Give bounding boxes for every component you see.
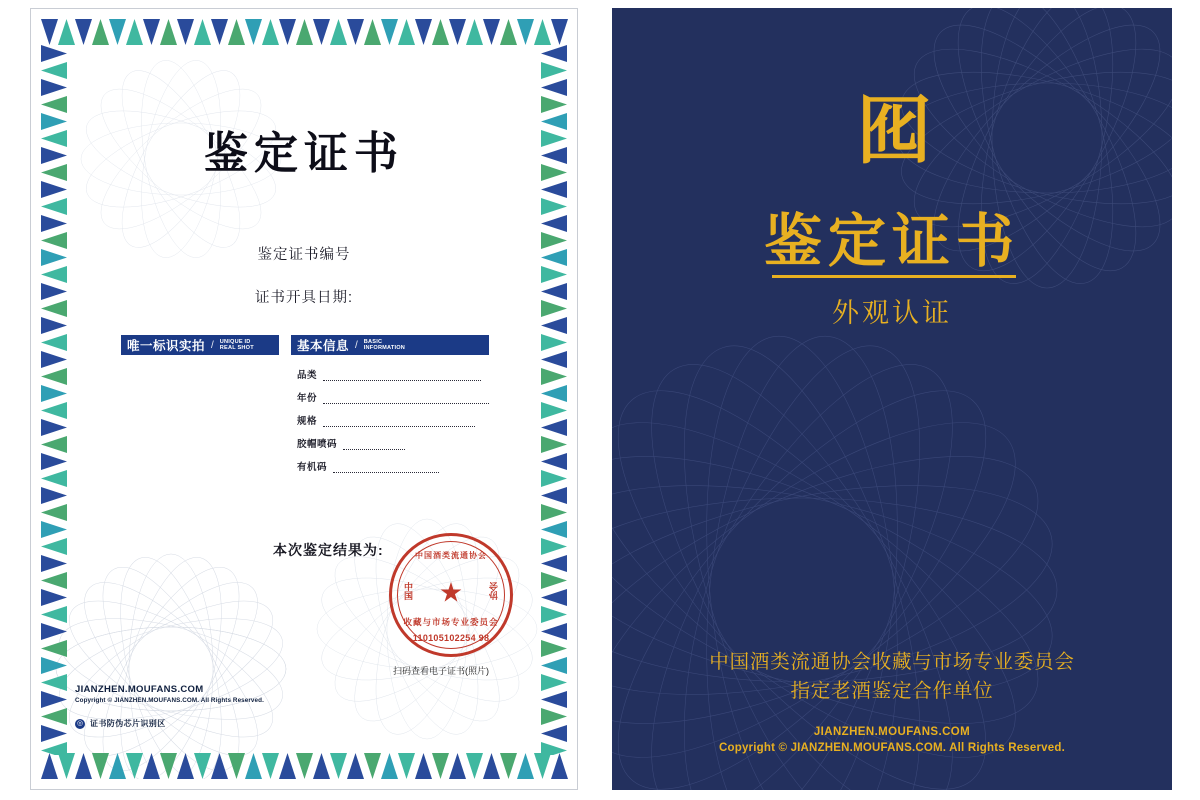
border-triangle	[41, 266, 67, 283]
border-triangle	[41, 385, 67, 402]
border-triangle	[541, 130, 567, 147]
border-triangle	[541, 572, 567, 589]
border-triangle	[541, 691, 567, 708]
border-triangle	[541, 62, 567, 79]
border-triangle	[41, 181, 67, 198]
border-triangle	[41, 62, 67, 79]
border-triangle	[41, 45, 67, 62]
border-triangle	[41, 436, 67, 453]
border-triangle	[541, 232, 567, 249]
border-triangle	[415, 753, 432, 779]
border-triangle	[41, 147, 67, 164]
border-triangle	[41, 351, 67, 368]
field-row	[291, 390, 489, 404]
seal-arc-top-text: 中国酒类流通协会	[415, 551, 487, 560]
panel-unique-id-header	[121, 335, 279, 355]
border-triangle	[432, 19, 449, 45]
field-value-cap-code	[343, 441, 405, 450]
border-triangle	[347, 19, 364, 45]
border-triangle	[177, 19, 194, 45]
border-triangle	[41, 96, 67, 113]
border-triangle	[534, 19, 551, 45]
cover-divider	[772, 275, 1016, 278]
border-triangle	[126, 753, 143, 779]
border-triangle	[262, 753, 279, 779]
panel-unique-id	[121, 335, 279, 482]
panel-basic-info	[291, 335, 489, 482]
border-triangle	[41, 606, 67, 623]
border-triangle	[517, 753, 534, 779]
cover-organization-line2: 指定老酒鉴定合作单位	[790, 680, 994, 702]
border-triangle	[228, 19, 245, 45]
panel-unique-id-slash: /	[211, 339, 214, 351]
border-triangle	[41, 249, 67, 266]
border-triangle	[41, 572, 67, 589]
border-triangle	[41, 725, 67, 742]
star-icon: ★	[438, 577, 464, 608]
border-triangle	[541, 419, 567, 436]
border-triangle	[160, 753, 177, 779]
border-triangle	[41, 453, 67, 470]
panel-basic-info-slash: /	[355, 339, 358, 351]
seal-side-left-text: 中国	[403, 582, 413, 600]
border-triangle	[143, 753, 160, 779]
border-triangle	[541, 164, 567, 181]
border-triangle	[41, 538, 67, 555]
border-triangle	[541, 470, 567, 487]
certificate-content	[77, 55, 531, 743]
border-triangle	[313, 19, 330, 45]
certificate-issue-date-label: 证书开具日期:	[254, 290, 354, 306]
border-triangle	[41, 130, 67, 147]
border-triangle	[381, 753, 398, 779]
border-triangle	[449, 19, 466, 45]
border-triangle	[279, 753, 296, 779]
official-seal	[389, 533, 513, 657]
border-triangle	[541, 266, 567, 283]
border-triangle	[541, 504, 567, 521]
border-triangle	[541, 453, 567, 470]
certificate-number-label: 鉴定证书编号	[257, 247, 351, 263]
border-triangle	[41, 487, 67, 504]
seal-registration-code: 110105102254 98	[412, 633, 490, 643]
border-triangle	[296, 753, 313, 779]
border-triangle	[228, 753, 245, 779]
border-triangle	[41, 504, 67, 521]
border-triangle	[517, 19, 534, 45]
border-triangle	[41, 708, 67, 725]
border-triangle	[41, 368, 67, 385]
border-triangle	[41, 198, 67, 215]
border-triangle	[541, 351, 567, 368]
panel-basic-info-body	[291, 355, 489, 473]
certificate-inner-page	[30, 8, 578, 790]
appraisal-result-label: 本次鉴定结果为:	[273, 542, 384, 558]
border-decoration-bottom	[41, 753, 569, 779]
panel-basic-info-title-en	[364, 339, 405, 352]
border-triangle	[541, 45, 567, 62]
border-triangle	[296, 19, 313, 45]
field-label-year: 年份	[296, 393, 317, 404]
border-triangle	[551, 19, 568, 45]
border-triangle	[541, 198, 567, 215]
panel-unique-id-title-en	[220, 339, 254, 352]
field-label-spec: 规格	[296, 416, 317, 427]
border-triangle	[194, 19, 211, 45]
border-triangle	[160, 19, 177, 45]
border-triangle	[541, 436, 567, 453]
border-triangle	[381, 19, 398, 45]
border-triangle	[483, 19, 500, 45]
border-triangle	[126, 19, 143, 45]
panel-basic-info-en-line2: INFORMATION	[363, 345, 406, 351]
cover-copyright: Copyright © JIANZHEN.MOUFANS.COM. All Rights Reserved.	[719, 742, 1065, 754]
border-triangle	[330, 753, 347, 779]
border-triangle	[466, 753, 483, 779]
border-triangle	[41, 623, 67, 640]
border-triangle	[541, 283, 567, 300]
border-triangle	[541, 79, 567, 96]
field-label-cap-code: 胶帽喷码	[296, 439, 337, 450]
border-triangle	[109, 753, 126, 779]
border-triangle	[41, 113, 67, 130]
border-triangle	[41, 640, 67, 657]
panel-unique-id-en-line2: REAL SHOT	[219, 345, 254, 351]
border-triangle	[364, 19, 381, 45]
footer-brand: JIANZHEN.MOUFANS.COM	[75, 684, 204, 695]
field-value-spec	[323, 418, 475, 427]
border-triangle	[330, 19, 347, 45]
border-triangle	[75, 753, 92, 779]
border-triangle	[211, 753, 228, 779]
field-row	[291, 459, 489, 473]
border-triangle	[541, 521, 567, 538]
border-triangle	[41, 589, 67, 606]
field-value-organic-code	[333, 464, 439, 473]
border-triangle	[541, 708, 567, 725]
border-triangle	[41, 215, 67, 232]
border-triangle	[466, 19, 483, 45]
border-triangle	[541, 215, 567, 232]
border-triangle	[541, 606, 567, 623]
border-triangle	[541, 368, 567, 385]
border-triangle	[541, 402, 567, 419]
border-triangle	[541, 555, 567, 572]
footer-copyright: Copyright © JIANZHEN.MOUFANS.COM. All Rights Reserved.	[75, 697, 264, 704]
field-label-organic-code: 有机码	[296, 462, 327, 473]
panel-unique-id-title-zh: 唯一标识实拍	[127, 339, 206, 353]
border-triangle	[541, 674, 567, 691]
border-triangle	[41, 742, 67, 755]
border-triangle	[143, 19, 160, 45]
cover-organization	[612, 648, 1172, 706]
border-triangle	[415, 19, 432, 45]
border-triangle	[41, 232, 67, 249]
border-triangle	[541, 385, 567, 402]
border-triangle	[41, 674, 67, 691]
border-triangle	[41, 470, 67, 487]
panel-basic-info-en-line1: BASIC	[363, 338, 383, 345]
certificate-title: 鉴定证书	[204, 128, 404, 179]
border-triangle	[41, 402, 67, 419]
panel-unique-id-body	[121, 355, 279, 367]
border-triangle	[500, 19, 517, 45]
border-triangle	[541, 589, 567, 606]
border-triangle	[41, 19, 58, 45]
cover-title: 鉴定证书	[763, 207, 1020, 275]
border-triangle	[432, 753, 449, 779]
border-triangle	[177, 753, 194, 779]
border-triangle	[58, 19, 75, 45]
nfc-icon: ◎	[76, 719, 84, 727]
border-triangle	[541, 487, 567, 504]
border-triangle	[75, 19, 92, 45]
border-triangle	[541, 317, 567, 334]
panel-basic-info-title-zh: 基本信息	[296, 339, 349, 353]
border-decoration-left	[41, 45, 67, 755]
border-triangle	[41, 79, 67, 96]
brand-logo-icon: 囮	[857, 88, 927, 174]
panel-unique-id-en-line1: UNIQUE ID	[219, 338, 251, 345]
border-triangle	[313, 753, 330, 779]
border-triangle	[541, 249, 567, 266]
border-triangle	[245, 753, 262, 779]
border-triangle	[41, 334, 67, 351]
border-triangle	[541, 623, 567, 640]
border-triangle	[109, 19, 126, 45]
field-row	[291, 413, 489, 427]
cover-subtitle: 外观认证	[832, 298, 952, 329]
border-triangle	[541, 657, 567, 674]
certificate-cover-page	[612, 8, 1172, 790]
border-triangle	[541, 113, 567, 130]
border-triangle	[41, 300, 67, 317]
border-decoration-right	[541, 45, 567, 755]
seal-arc-bottom-text: 收藏与市场专业委员会	[403, 617, 499, 627]
panel-basic-info-header	[291, 335, 489, 355]
scan-qr-note: 扫码查看电子证书(照片)	[393, 666, 489, 676]
border-triangle	[398, 19, 415, 45]
border-triangle	[41, 164, 67, 181]
anti-counterfeit-chip-area	[75, 718, 264, 729]
seal-side-right-text: 协会	[489, 582, 499, 600]
border-triangle	[541, 742, 567, 755]
field-value-year	[323, 395, 489, 404]
border-triangle	[41, 419, 67, 436]
field-value-category	[323, 372, 481, 381]
border-triangle	[541, 640, 567, 657]
border-triangle	[347, 753, 364, 779]
border-triangle	[449, 753, 466, 779]
border-triangle	[41, 283, 67, 300]
border-triangle	[398, 753, 415, 779]
border-triangle	[483, 753, 500, 779]
border-triangle	[541, 300, 567, 317]
border-triangle	[194, 753, 211, 779]
border-triangle	[41, 317, 67, 334]
border-triangle	[534, 753, 551, 779]
border-triangle	[58, 753, 75, 779]
cover-organization-line1: 中国酒类流通协会收藏与市场专业委员会	[709, 651, 1075, 673]
border-triangle	[279, 19, 296, 45]
border-triangle	[211, 19, 228, 45]
border-triangle	[262, 19, 279, 45]
chip-badge-label: 证书防伪芯片识别区	[90, 719, 166, 728]
border-triangle	[41, 753, 58, 779]
border-triangle	[541, 538, 567, 555]
border-triangle	[541, 334, 567, 351]
border-triangle	[541, 725, 567, 742]
border-triangle	[551, 753, 568, 779]
border-triangle	[364, 753, 381, 779]
field-label-category: 品类	[296, 370, 317, 381]
field-row	[291, 367, 489, 381]
guilloche-pattern-cover-bottom-left	[612, 330, 1082, 790]
border-triangle	[41, 555, 67, 572]
border-triangle	[41, 691, 67, 708]
border-triangle	[41, 657, 67, 674]
cover-brand: JIANZHEN.MOUFANS.COM	[813, 726, 971, 738]
border-triangle	[245, 19, 262, 45]
border-triangle	[92, 753, 109, 779]
info-panels	[77, 335, 531, 482]
border-triangle	[500, 753, 517, 779]
border-triangle	[541, 147, 567, 164]
border-triangle	[541, 96, 567, 113]
border-decoration-top	[41, 19, 569, 45]
field-row	[291, 436, 489, 450]
border-triangle	[41, 521, 67, 538]
border-triangle	[541, 181, 567, 198]
certificate-footer	[75, 684, 264, 729]
border-triangle	[92, 19, 109, 45]
